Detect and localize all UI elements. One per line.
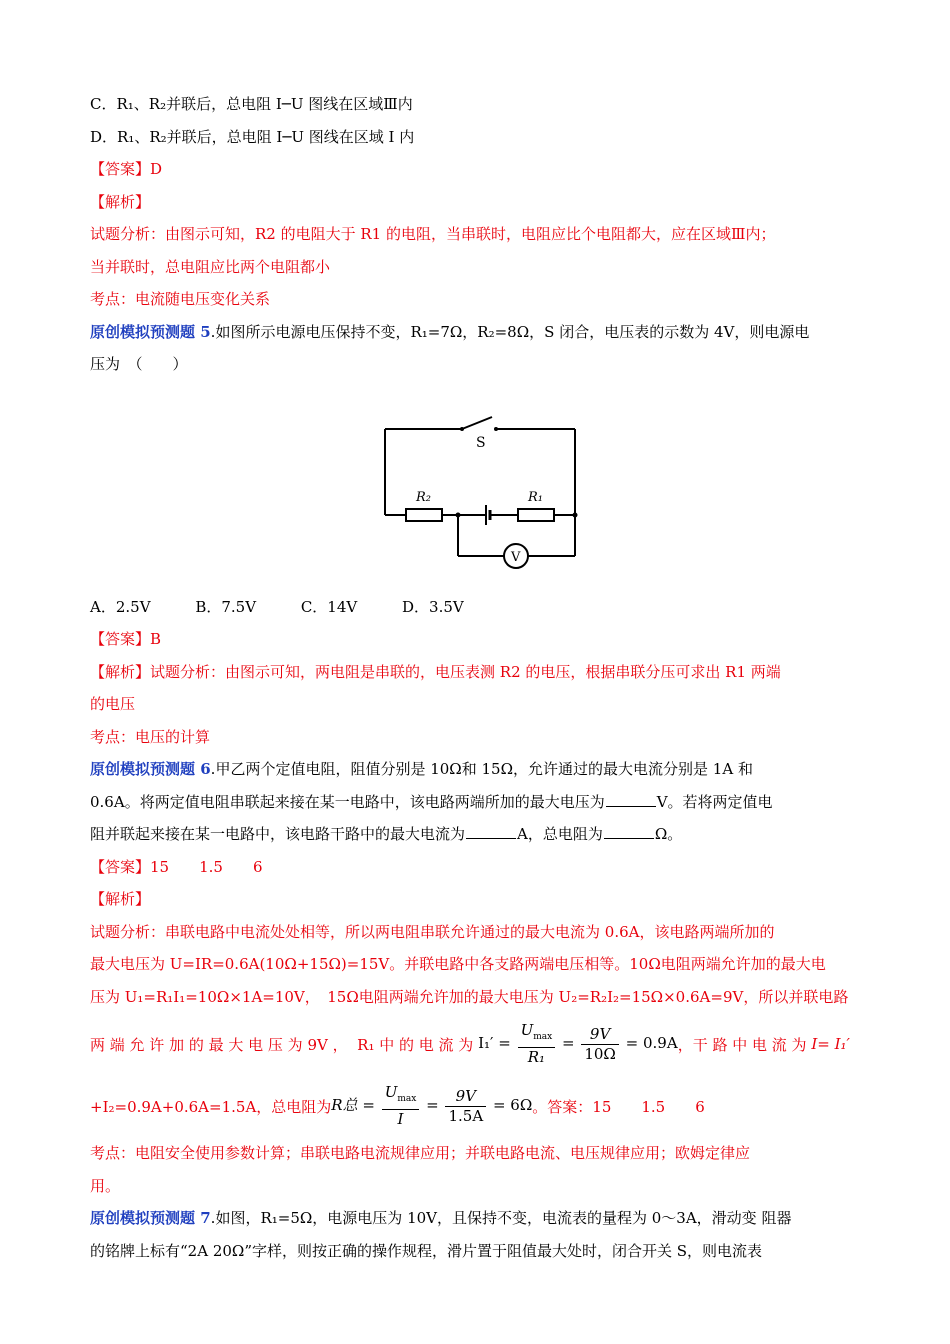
q4-option-d: D．R₁、R₂并联后，总电阻 I─U 图线在区域 I 内 [90, 127, 415, 146]
answer-blank[interactable] [466, 824, 516, 839]
q6-stem-line3: 阻并联起来接在某一电路中，该电路干路中的最大电流为 A，总电阻为 Ω。 [90, 825, 683, 843]
q6-kaodian-line1: 考点：电阻安全使用参数计算；串联电路电流规律应用；并联电路电流、电压规律应用；欧姆定律应 [90, 1144, 751, 1162]
q5-analysis-line2: 的电压 [90, 695, 136, 713]
q5-options [90, 591, 862, 624]
q7-stem-line2: 的铭牌上标有“2A 20Ω”字样，则按正确的操作规程，滑片置于阻值最大处时，闭合开关 S，则电流表 [90, 1241, 763, 1260]
q6-tag: 原创模拟预测题 6 [90, 760, 211, 778]
document-page [90, 88, 862, 1267]
q6-analysis-line2: 最大电压为 U=IR=0.6A(10Ω+15Ω)=15V。并联电路中各支路两端电压相等。10Ω电阻两端允许加的最大电 [90, 955, 826, 973]
resistor-r1 [518, 509, 554, 521]
q6-jiexi-label: 【解析】 [90, 890, 151, 908]
switch-label: S [476, 434, 486, 451]
q6-answer: 【答案】15 1.5 6 [90, 857, 263, 876]
circuit-diagram [380, 411, 580, 565]
q4-analysis-line1: 试题分析：由图示可知，R2 的电阻大于 R1 的电阻，当串联时，电阻应比个电阻都大，应在区域Ⅲ内； [90, 225, 776, 243]
q4-kaodian: 考点：电流随电压变化关系 [90, 290, 271, 308]
q5-analysis-line1: 【解析】试题分析：由图示可知，两电阻是串联的，电压表测 R2 的电压，根据串联分压可求出 R1 两端 [90, 662, 781, 681]
resistor-r2 [406, 509, 442, 521]
q6-analysis-line3: 压为 U₁=R₁I₁=10Ω×1A=10V， 15Ω电阻两端允许加的最大电压为 U₂=R₂I₂=15Ω×0.6A=9V，所以并联电路 [90, 987, 849, 1006]
q7-tag: 原创模拟预测题 7 [90, 1209, 211, 1227]
formula-i1: I₁′ = $\frac{U_{max}}{\text{R₁}}$ = $\frac{9V}{10\Omega}$ = 0.9A [478, 1021, 678, 1066]
q6-analysis-line5: +I₂=0.9A+0.6A=1.5A，总电阻为 R总 = $\frac{U_{max}}{I}$ = $\frac{9V}{1.5A}$ = 6Ω 。答案：15 1.5 6 [90, 1083, 705, 1128]
answer-blank[interactable] [604, 824, 654, 839]
q6-analysis-line1: 试题分析：串联电路中电流处处相等，所以两电阻串联允许通过的最大电流为 0.6A，该电路两端所加的 [90, 922, 775, 941]
q5-stem-line2: 压为 （ ） [90, 355, 188, 373]
q6-kaodian-line2: 用。 [90, 1176, 121, 1195]
formula-rtotal: R总 = $\frac{U_{max}}{I}$ = $\frac{9V}{1.5A}$ = 6Ω [331, 1083, 533, 1128]
q6-analysis-line4: 两 端 允 许 加 的 最 大 电 压 为 9V ， R₁ 中 的 电 流 为 I₁′ = $\frac{U_{max}}{\text{R₁}}$ = $\frac{9V}{10\Omega}$ = 0.9A ，干 路 中 电 流 为 I= I₁′ [90, 1021, 850, 1066]
q6-stem-line1: 原创模拟预测题 6.甲乙两个定值电阻，阻值分别是 10Ω和 15Ω，允许通过的最大电流分别是 1A 和 [90, 760, 753, 778]
r1-label: R₁ [528, 489, 543, 505]
q5-tag: 原创模拟预测题 5 [90, 322, 211, 341]
r2-label: R₂ [416, 489, 431, 505]
answer-blank[interactable] [606, 792, 656, 807]
q5-option-c: C．14V [300, 597, 358, 616]
q5-option-b: B．7.5V [195, 597, 257, 616]
q5-circuit-figure [90, 381, 862, 591]
q4-analysis-line2: 当并联时，总电阻应比两个电阻都小 [90, 257, 331, 276]
q5-option-a: A．2.5V [90, 597, 151, 616]
q4-jiexi-label: 【解析】 [90, 192, 151, 211]
q5-option-d: D．3.5V [402, 597, 464, 616]
q7-stem-line1: 原创模拟预测题 7.如图，R₁=5Ω，电源电压为 10V，且保持不变，电流表的量程为 0～3A，滑动变 阻器 [90, 1209, 792, 1227]
q4-answer: 【答案】D [90, 160, 163, 178]
q4-option-c: C．R₁、R₂并联后，总电阻 I─U 图线在区域Ⅲ内 [90, 95, 413, 113]
q5-stem-line1: 原创模拟预测题 5.如图所示电源电压保持不变，R₁=7Ω，R₂=8Ω，S 闭合，电压表的示数为 4V，则电源电 [90, 322, 810, 341]
q5-kaodian: 考点：电压的计算 [90, 727, 211, 746]
voltmeter-label: V [511, 549, 521, 565]
q5-answer: 【答案】B [90, 630, 162, 648]
q6-stem-line2: 0.6A。将两定值电阻串联起来接在某一电路中，该电路两端所加的最大电压为 V。若将两定值电 [90, 792, 773, 811]
